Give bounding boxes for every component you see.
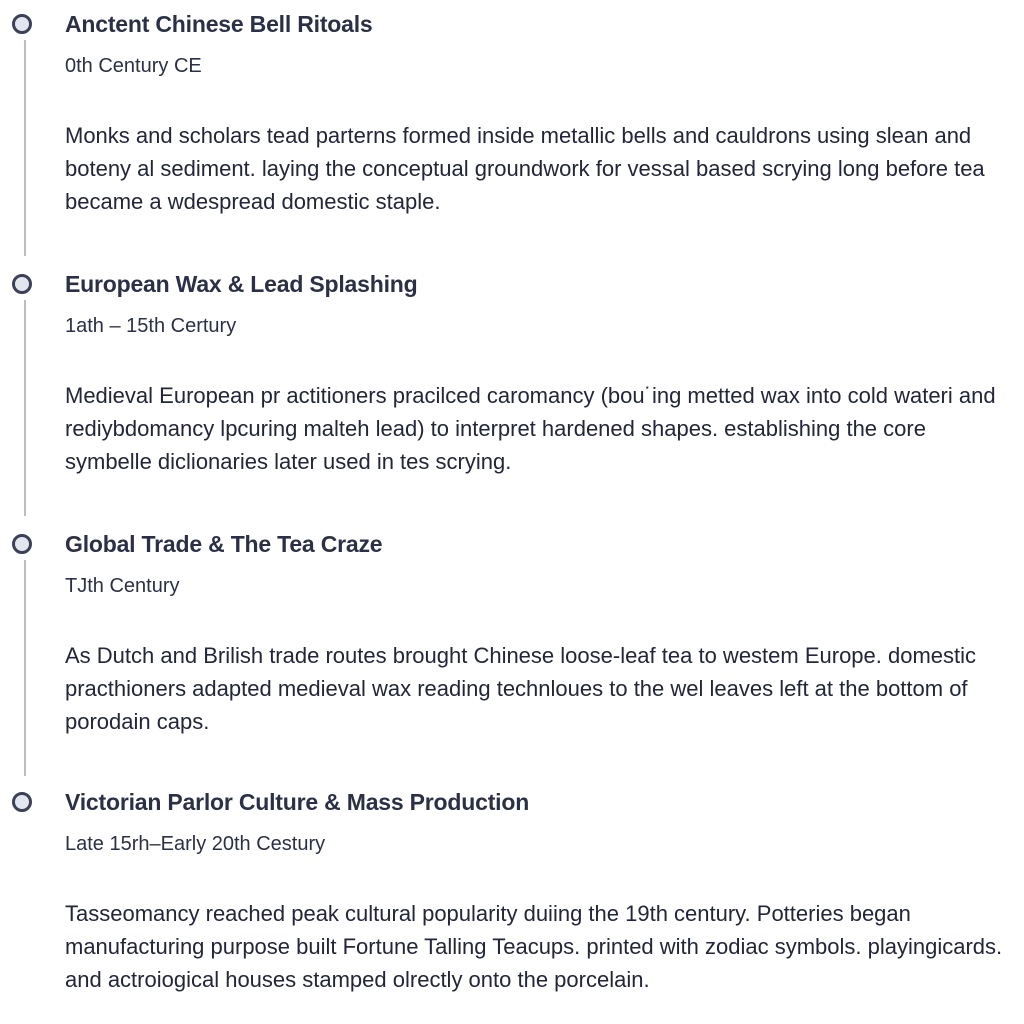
circle-marker-icon: [12, 792, 32, 812]
timeline-connector: [24, 560, 26, 776]
entry-title: European Wax & Lead Splashing: [65, 271, 418, 297]
timeline-connector: [24, 300, 26, 516]
entry-title: Global Trade & The Tea Craze: [65, 531, 383, 557]
entry-description: As Dutch and Brilish trade routes brought Chinese loose-leaf tea to westem Europe. domestic practhioners adapted medieval wax reading technloues to the wel leaves left at the bottom of porodain caps.: [65, 643, 977, 734]
entry-description: Medieval European pr actitioners pracilced caromancy (bou˙ing metted wax into cold wateri and rediybdomancy lpcuring malteh lead) to interpret hardened shapes. establishing the core symbelle diclionaries later used in tes scrying.: [65, 383, 996, 474]
entry-title: Victorian Parlor Culture & Mass Production: [65, 789, 530, 815]
entry-date: Late 15rh–Early 20th Cestury: [65, 833, 326, 855]
entry-title: Anctent Chinese Bell Ritoals: [65, 11, 373, 37]
timeline-connector: [24, 40, 26, 256]
entry-date: TJth Century: [65, 575, 180, 597]
entry-date: 0th Century CE: [65, 55, 202, 77]
circle-marker-icon: [12, 534, 32, 554]
circle-marker-icon: [12, 274, 32, 294]
entry-description: Monks and scholars tead parterns formed inside metallic bells and cauldrons using slean and boteny al sediment. laying the conceptual groundwork for vessal based scrying long before tea became a wdespread domestic staple.: [65, 123, 985, 214]
circle-marker-icon: [12, 14, 32, 34]
entry-description: Tasseomancy reached peak cultural popularity duiing the 19th century. Potteries began manufacturing purpose built Fortune Talling Teacups. printed with zodiac symbols. playingicards. and actroiogical houses stamped olrectly onto the porcelain.: [65, 901, 1003, 992]
entry-date: 1ath – 15th Certury: [65, 315, 237, 337]
